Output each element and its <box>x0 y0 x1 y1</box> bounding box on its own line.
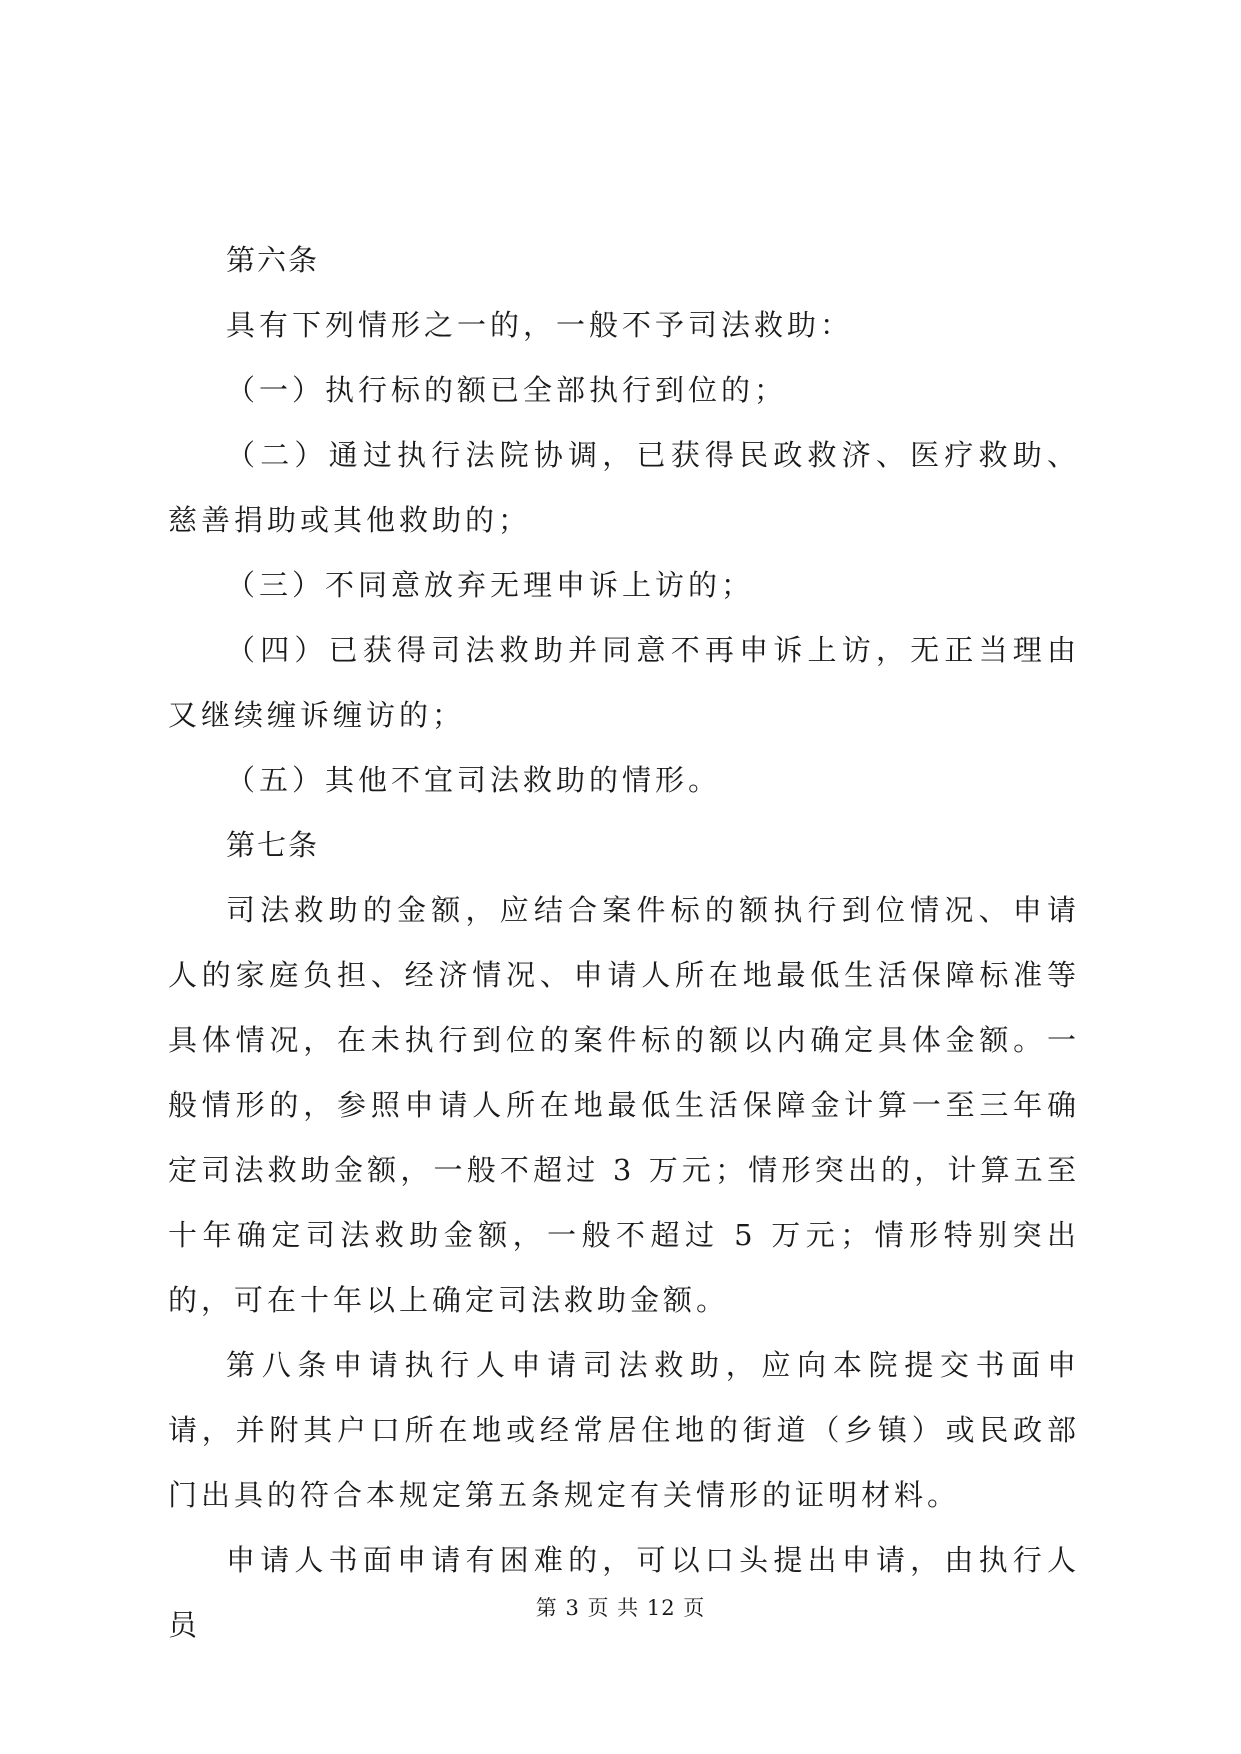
paragraph-article-7: 司法救助的金额，应结合案件标的额执行到位情况、申请人的家庭负担、经济情况、申请人所在地最低生活保障标准等具体情况，在未执行到位的案件标的额以内确定具体金额。一般情形的，参照申请人所在地最低生活保障金计算一至三年确定司法救助金额，一般不超过 3 万元；情形突出的，计算五至十年确定司法救助金额，一般不超过 5 万元；情形特别突出的，可在十年以上确定司法救助金额。 <box>168 893 1080 1317</box>
paragraph-oral-application: 申请人书面申请有困难的，可以口头提出申请，由执行人员 <box>168 1543 1080 1642</box>
list-item-5: （五）其他不宜司法救助的情形。 <box>226 763 722 797</box>
list-item-3: （三）不同意放弃无理申诉上访的； <box>226 568 755 602</box>
document-body <box>168 228 1080 1658</box>
paragraph-intro: 具有下列情形之一的，一般不予司法救助： <box>226 308 854 342</box>
list-item-4: （四）已获得司法救助并同意不再申诉上访，无正当理由又继续缠诉缠访的； <box>168 633 1080 732</box>
page-number-footer: 第 3 页 共 12 页 <box>535 1596 706 1620</box>
article-heading-6: 第六条 <box>226 243 320 277</box>
list-item-1: （一）执行标的额已全部执行到位的； <box>226 373 788 407</box>
list-item-2: （二）通过执行法院协调，已获得民政救济、医疗救助、慈善捐助或其他救助的； <box>168 438 1080 537</box>
paragraph-article-8: 第八条申请执行人申请司法救助，应向本院提交书面申请，并附其户口所在地或经常居住地的街道（乡镇）或民政部门出具的符合本规定第五条规定有关情形的证明材料。 <box>168 1348 1080 1512</box>
article-heading-7: 第七条 <box>226 828 320 862</box>
